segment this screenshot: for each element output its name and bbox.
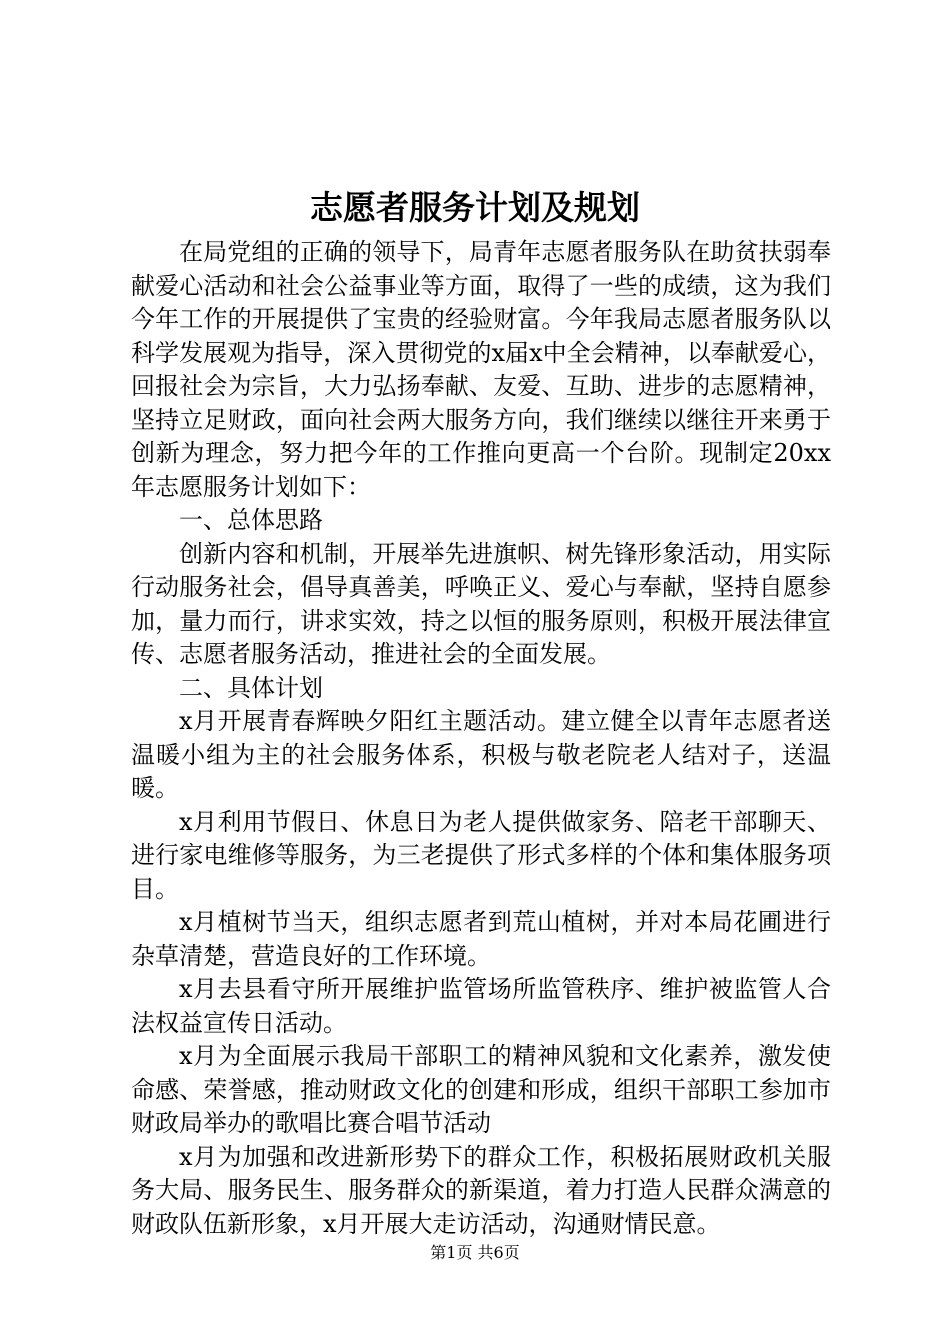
document-title: 志愿者服务计划及规划 [310,188,640,227]
plan-item: x月为全面展示我局干部职工的精神风貌和文化素养，激发使命感、荣誉感，推动财政文化的创建和形成，组织干部职工参加市财政局举办的歌唱比赛合唱节活动 [131,1042,831,1137]
section-heading-plan: 二、具体计划 [179,673,323,702]
plan-item: x月为加强和改进新形势下的群众工作，积极拓展财政机关服务大局、服务民生、服务群众的新渠道，着力打造人民群众满意的财政队伍新形象，x月开展大走访活动，沟通财情民意。 [131,1142,831,1238]
intro-paragraph: 在局党组的正确的领导下，局青年志愿者服务队在助贫扶弱奉献爱心活动和社会公益事业等方面，取得了一些的成绩，这为我们今年工作的开展提供了宝贵的经验财富。今年我局志愿者服务队以科学发展观为指导，深入贯彻党的x届x中全会精神，以奉献爱心，回报社会为宗旨，大力弘扬奉献、友爱、互助、进步的志愿精神，坚持立足财政，面向社会两大服务方向，我们继续以继往开来勇于创新为理念，努力把今年的工作推向更高一个台阶。现制定20xx年志愿服务计划如下： [131,238,831,501]
document-body [131,236,831,1241]
section-heading-overall: 一、总体思路 [179,506,323,534]
plan-item: x月利用节假日、休息日为老人提供做家务、陪老干部聊天、进行家电维修等服务，为三老提供了形式多样的个体和集体服务项目。 [131,807,831,903]
plan-item: x月去县看守所开展维护监管场所监管秩序、维护被监管人合法权益宣传日活动。 [131,975,831,1037]
page-footer: 第1页 共6页 [430,1243,520,1262]
plan-item: x月植树节当天，组织志愿者到荒山植树，并对本局花圃进行杂草清楚，营造良好的工作环境。 [131,908,831,970]
section-paragraph-overall: 创新内容和机制，开展举先进旗帜、树先锋形象活动，用实际行动服务社会，倡导真善美，呼唤正义、爱心与奉献，坚持自愿参加，量力而行，讲求实效，持之以恒的服务原则，积极开展法律宣传、志愿者服务活动，推进社会的全面发展。 [131,539,831,668]
plan-item: x月开展青春辉映夕阳红主题活动。建立健全以青年志愿者送温暖小组为主的社会服务体系，积极与敬老院老人结对子，送温暖。 [131,707,831,802]
